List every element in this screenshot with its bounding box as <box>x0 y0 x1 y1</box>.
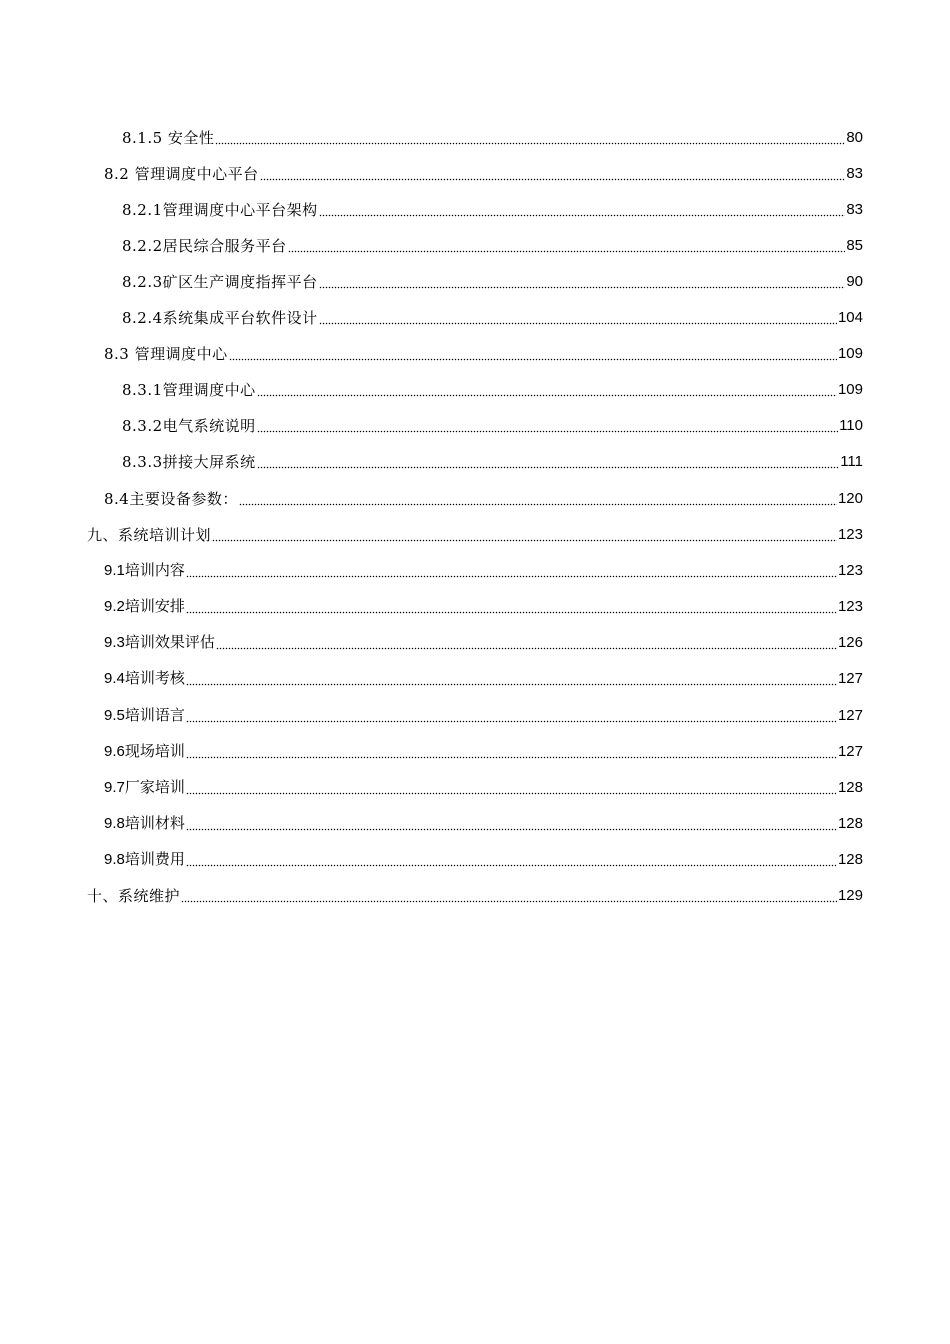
toc-entry-title: 九、系统培训计划 <box>87 526 212 544</box>
toc-page-number: 129 <box>837 887 863 904</box>
toc-entry-title: 8.2.4系统集成平台软件设计 <box>122 309 318 327</box>
toc-dot-leader <box>212 526 837 542</box>
toc-dot-leader <box>216 634 837 650</box>
toc-page-number: 123 <box>837 562 863 579</box>
toc-entry[interactable] <box>104 740 863 762</box>
toc-entry[interactable] <box>104 704 863 726</box>
toc-entry-title: 8.4主要设备参数： <box>104 490 238 508</box>
toc-page-number: 128 <box>837 779 863 796</box>
toc-page-number: 110 <box>839 417 863 434</box>
toc-entry-title: 9.8培训费用 <box>104 851 185 868</box>
toc-entry[interactable] <box>122 234 863 256</box>
toc-page-number: 128 <box>837 851 863 868</box>
toc-dot-leader <box>260 165 846 181</box>
toc-entry[interactable] <box>87 523 863 545</box>
toc-entry-title: 8.2 管理调度中心平台 <box>104 165 259 183</box>
toc-entry-title: 9.3培训效果评估 <box>104 634 215 651</box>
toc-entry-title: 9.8培训材料 <box>104 815 185 832</box>
toc-dot-leader <box>319 309 837 325</box>
toc-entry-title: 8.3.3拼接大屏系统 <box>122 453 256 471</box>
toc-dot-leader <box>229 345 837 361</box>
toc-dot-leader <box>186 707 837 723</box>
toc-dot-leader <box>186 743 837 759</box>
toc-entry[interactable] <box>104 342 863 364</box>
toc-page-number: 85 <box>846 237 863 254</box>
toc-dot-leader <box>257 453 840 469</box>
toc-dot-leader <box>186 815 837 831</box>
toc-dot-leader <box>181 887 837 903</box>
toc-entry-title: 8.2.2居民综合服务平台 <box>122 237 287 255</box>
toc-page-number: 104 <box>837 309 863 326</box>
toc-dot-leader <box>186 598 837 614</box>
toc-entry[interactable] <box>87 884 863 906</box>
toc-entry[interactable] <box>104 667 863 689</box>
toc-page-number: 90 <box>846 273 863 290</box>
toc-entry[interactable] <box>122 378 863 400</box>
toc-entry[interactable] <box>104 487 863 509</box>
toc-entry-title: 9.7厂家培训 <box>104 779 185 796</box>
toc-entry-title: 8.3.1管理调度中心 <box>122 381 256 399</box>
toc-entry-title: 8.2.3矿区生产调度指挥平台 <box>122 273 318 291</box>
toc-entry[interactable] <box>104 776 863 798</box>
toc-entry-title: 9.2培训安排 <box>104 598 185 615</box>
toc-dot-leader <box>288 237 846 253</box>
toc-dot-leader <box>215 129 845 145</box>
toc-entry[interactable] <box>122 306 863 328</box>
toc-entry[interactable] <box>104 595 863 617</box>
toc-entry-title: 十、系统维护 <box>87 887 181 905</box>
toc-entry[interactable] <box>122 414 863 436</box>
toc-entry[interactable] <box>104 559 863 581</box>
toc-dot-leader <box>257 417 838 433</box>
toc-page-number: 120 <box>837 490 863 507</box>
toc-entry[interactable] <box>104 631 863 653</box>
toc-entry[interactable] <box>104 848 863 870</box>
toc-page-number: 109 <box>837 345 863 362</box>
toc-page-number: 109 <box>837 381 863 398</box>
toc-page-number: 83 <box>846 165 863 182</box>
toc-page-number: 126 <box>837 634 863 651</box>
toc-entry[interactable] <box>122 198 863 220</box>
toc-entry-title: 9.5培训语言 <box>104 707 185 724</box>
toc-page-number: 83 <box>846 201 863 218</box>
toc-entry-title: 8.2.1管理调度中心平台架构 <box>122 201 318 219</box>
toc-page-number: 123 <box>837 598 863 615</box>
toc-dot-leader <box>239 490 837 506</box>
toc-dot-leader <box>186 779 837 795</box>
toc-dot-leader <box>319 273 846 289</box>
toc-dot-leader <box>186 670 837 686</box>
toc-page-number: 127 <box>837 707 863 724</box>
toc-dot-leader <box>319 201 846 217</box>
toc-entry[interactable] <box>122 126 863 148</box>
toc-entry-title: 9.1培训内容 <box>104 562 185 579</box>
toc-entry-title: 9.6现场培训 <box>104 743 185 760</box>
toc-dot-leader <box>186 562 837 578</box>
toc-page-number: 80 <box>846 129 863 146</box>
toc-entry-title: 8.3.2电气系统说明 <box>122 417 256 435</box>
toc-entry[interactable] <box>104 812 863 834</box>
toc-dot-leader <box>186 851 837 867</box>
toc-entry-title: 9.4培训考核 <box>104 670 185 687</box>
toc-entry[interactable] <box>104 162 863 184</box>
toc-page-number: 127 <box>837 743 863 760</box>
toc-entry[interactable] <box>122 450 863 472</box>
toc-entry-title: 8.1.5 安全性 <box>122 129 215 147</box>
toc-page-number: 128 <box>837 815 863 832</box>
toc-entry-title: 8.3 管理调度中心 <box>104 345 228 363</box>
toc-entry[interactable] <box>122 270 863 292</box>
toc-page-number: 123 <box>837 526 863 543</box>
toc-page-number: 127 <box>837 670 863 687</box>
toc-dot-leader <box>257 381 837 397</box>
toc-page-number: 111 <box>840 453 863 470</box>
